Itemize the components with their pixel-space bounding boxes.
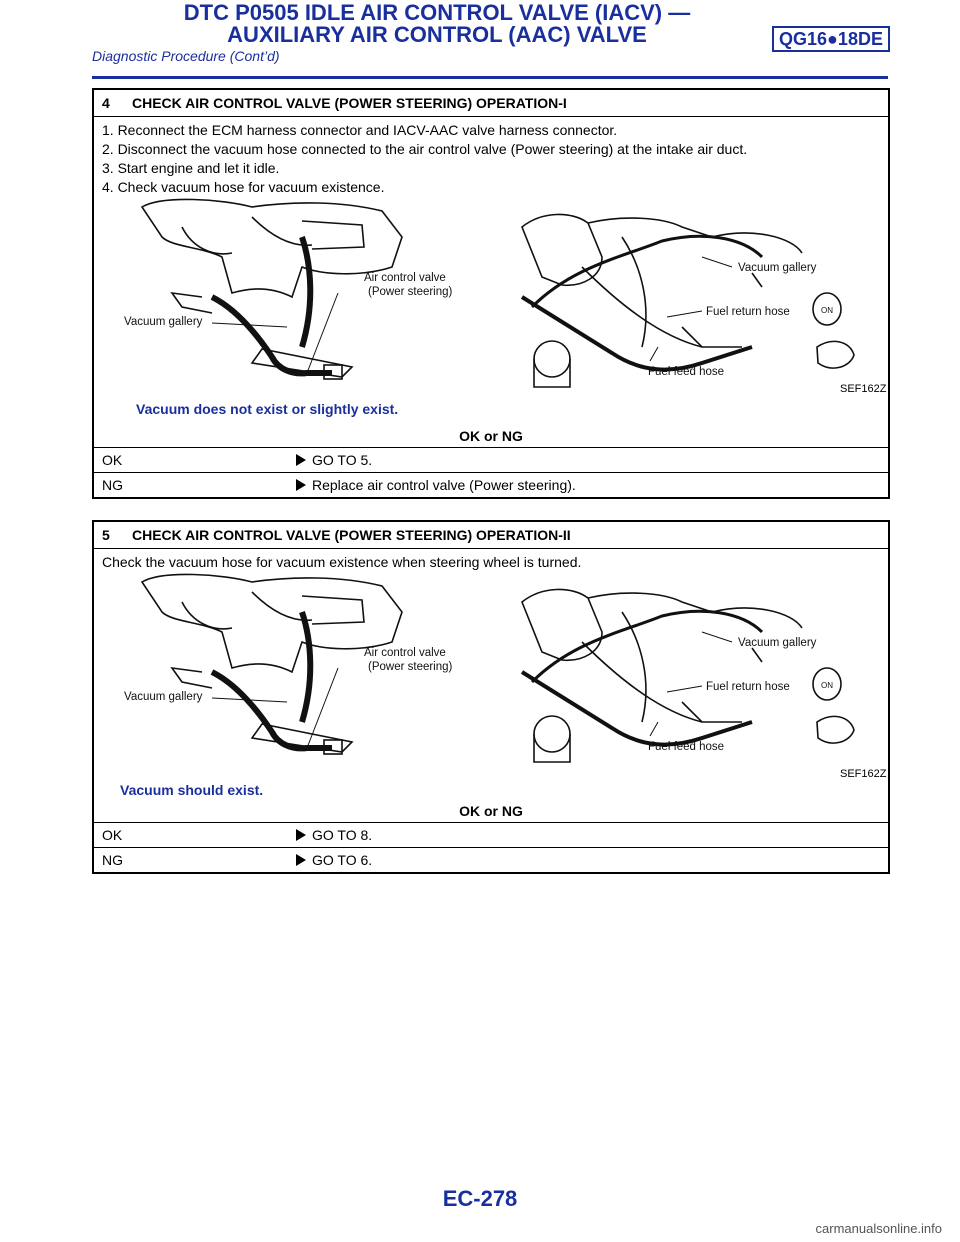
- step-title: CHECK AIR CONTROL VALVE (POWER STEERING) OPERATION-II: [132, 527, 571, 543]
- result-action: GO TO 8.: [312, 827, 373, 843]
- step-5-body: [94, 549, 888, 822]
- label-vacuum-gallery: Vacuum gallery: [738, 262, 817, 274]
- label-power-steering: (Power steering): [368, 661, 453, 673]
- result-label: NG: [102, 852, 123, 868]
- arrow-right-icon: [294, 448, 308, 472]
- step-5-figure: [102, 572, 887, 800]
- step-4-note: Vacuum does not exist or slightly exist.: [136, 401, 399, 417]
- step-5-box: [92, 520, 890, 874]
- engine-illustration: [102, 197, 882, 397]
- figure-id: SEF162Z: [840, 383, 887, 395]
- step-4-body: [94, 117, 888, 447]
- title-line-2: AUXILIARY AIR CONTROL (AAC) VALVE: [227, 22, 647, 47]
- result-action: Replace air control valve (Power steering).: [312, 477, 576, 493]
- label-power-steering: (Power steering): [368, 286, 453, 298]
- title-line-1: DTC P0505 IDLE AIR CONTROL VALVE (IACV) —: [183, 0, 691, 25]
- arrow-right-icon: [294, 823, 308, 847]
- engine-badge: QG16●18DE: [772, 26, 890, 52]
- label-air-control-valve: Air control valve: [364, 272, 446, 284]
- result-action: GO TO 5.: [312, 452, 373, 468]
- instruction-line: 1. Reconnect the ECM harness connector and IACV-AAC valve harness connector.: [102, 122, 618, 138]
- step-4-figure: [102, 197, 887, 425]
- label-air-control-valve: Air control valve: [364, 647, 446, 659]
- engine-illustration: [102, 572, 882, 772]
- page-number: EC-278: [442, 1186, 518, 1211]
- ignition-on-label: ON: [821, 681, 833, 690]
- step-number: 5: [102, 527, 110, 543]
- arrow-right-icon: [294, 848, 308, 872]
- ok-or-ng-label: OK or NG: [459, 803, 523, 819]
- instruction-line: Check the vacuum hose for vacuum existence when steering wheel is turned.: [102, 554, 582, 570]
- label-fuel-feed-hose: Fuel feed hose: [648, 366, 725, 378]
- result-label: OK: [102, 452, 123, 468]
- step-title: CHECK AIR CONTROL VALVE (POWER STEERING) OPERATION-I: [132, 95, 567, 111]
- step-5-header: [94, 522, 888, 549]
- result-row-ok: [94, 822, 888, 847]
- header-rule: [92, 76, 888, 79]
- result-action: GO TO 6.: [312, 852, 373, 868]
- result-label: NG: [102, 477, 123, 493]
- section-subtitle: Diagnostic Procedure (Cont’d): [92, 48, 280, 64]
- step-5-note: Vacuum should exist.: [120, 782, 264, 798]
- label-vacuum-gallery: Vacuum gallery: [124, 691, 203, 703]
- ok-or-ng-label: OK or NG: [459, 428, 523, 444]
- result-row-ng: [94, 472, 888, 497]
- step-4-header: [94, 90, 888, 117]
- page-title: [92, 2, 782, 46]
- result-row-ng: [94, 847, 888, 872]
- result-label: OK: [102, 827, 123, 843]
- label-vacuum-gallery: Vacuum gallery: [738, 637, 817, 649]
- step-4-box: [92, 88, 890, 499]
- label-fuel-return-hose: Fuel return hose: [706, 306, 790, 318]
- instruction-line: 2. Disconnect the vacuum hose connected to the air control valve (Power steering) at the intake air duct.: [102, 141, 748, 157]
- label-fuel-feed-hose: Fuel feed hose: [648, 741, 725, 753]
- result-row-ok: [94, 447, 888, 472]
- step-number: 4: [102, 95, 110, 111]
- instruction-line: 3. Start engine and let it idle.: [102, 160, 280, 176]
- watermark: carmanualsonline.info: [815, 1221, 942, 1236]
- page-header: [92, 0, 888, 76]
- figure-id: SEF162Z: [840, 768, 887, 780]
- label-fuel-return-hose: Fuel return hose: [706, 681, 790, 693]
- ignition-on-label: ON: [821, 306, 833, 315]
- arrow-right-icon: [294, 473, 308, 497]
- instruction-line: 4. Check vacuum hose for vacuum existence.: [102, 179, 385, 195]
- label-vacuum-gallery: Vacuum gallery: [124, 316, 203, 328]
